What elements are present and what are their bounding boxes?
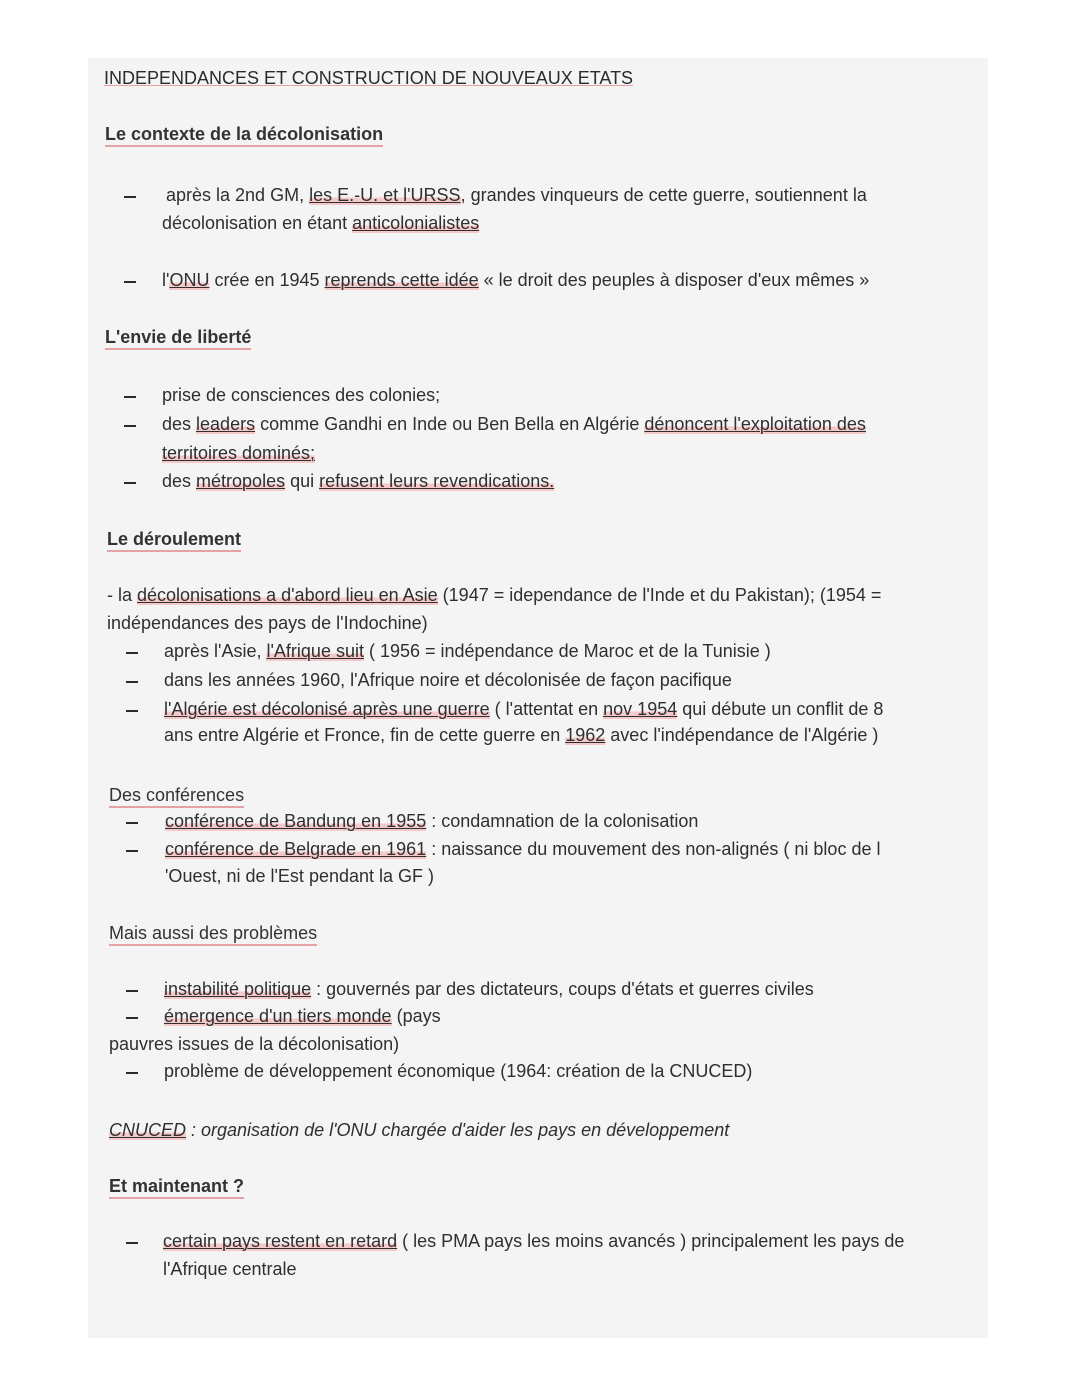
bullet-dash <box>126 1072 138 1074</box>
deroulement-bullet-1: après l'Asie, l'Afrique suit ( 1956 = indépendance de Maroc et de la Tunisie ) <box>164 641 771 661</box>
heading-conferences: Des conférences <box>109 785 244 806</box>
problemes-bullet-2: émergence d'un tiers monde (pays <box>164 1006 441 1026</box>
bullet-dash <box>124 396 136 398</box>
heading-contexte: Le contexte de la décolonisation <box>105 124 383 145</box>
liberte-bullet-2: des leaders comme Gandhi en Inde ou Ben Bella en Algérie dénoncent l'exploitation des <box>162 414 866 434</box>
deroulement-bullet-3: l'Algérie est décolonisé après une guerre ( l'attentat en nov 1954 qui débute un conflit de 8 <box>164 699 884 719</box>
bullet-dash <box>126 652 138 654</box>
conferences-bullet-2-cont: 'Ouest, ni de l'Est pendant la GF ) <box>165 866 435 886</box>
bullet-dash <box>126 710 138 712</box>
bullet-dash <box>126 1017 138 1019</box>
heading-maintenant: Et maintenant ? <box>109 1176 244 1197</box>
liberte-bullet-3: des métropoles qui refusent leurs revendications. <box>162 471 555 491</box>
maintenant-bullet-1-cont: l'Afrique centrale <box>163 1259 297 1279</box>
problemes-bullet-1: instabilité politique : gouvernés par des dictateurs, coups d'états et guerres civiles <box>164 979 814 999</box>
heading-liberte: L'envie de liberté <box>105 327 251 348</box>
bullet-dash <box>126 681 138 683</box>
heading-deroulement: Le déroulement <box>107 529 241 550</box>
document-title: INDEPENDANCES ET CONSTRUCTION DE NOUVEAUX ETATS <box>104 68 634 88</box>
deroulement-intro-cont: indépendances des pays de l'Indochine) <box>107 613 428 633</box>
contexte-bullet-1-cont: décolonisation en étant anticolonialistes <box>162 213 480 233</box>
bullet-dash <box>126 850 138 852</box>
bullet-dash <box>124 196 136 198</box>
maintenant-bullet-1: certain pays restent en retard ( les PMA pays les moins avancés ) principalement les pays de <box>163 1231 905 1251</box>
conferences-bullet-1: conférence de Bandung en 1955 : condamnation de la colonisation <box>165 811 699 831</box>
contexte-bullet-2: l'ONU crée en 1945 reprends cette idée « le droit des peuples à disposer d'eux mêmes » <box>162 270 870 290</box>
conferences-bullet-2: conférence de Belgrade en 1961 : naissance du mouvement des non-alignés ( ni bloc de l <box>165 839 881 859</box>
problemes-bullet-3: problème de développement économique (1964: création de la CNUCED) <box>164 1061 753 1081</box>
liberte-bullet-2-cont: territoires dominés; <box>162 443 316 463</box>
cnuced-definition: CNUCED : organisation de l'ONU chargée d'aider les pays en développement <box>109 1120 730 1140</box>
problemes-continuation: pauvres issues de la décolonisation) <box>109 1034 400 1054</box>
liberte-bullet-1: prise de consciences des colonies; <box>162 385 441 405</box>
bullet-dash <box>124 425 136 427</box>
deroulement-bullet-2: dans les années 1960, l'Afrique noire et décolonisée de façon pacifique <box>164 670 732 690</box>
heading-problemes: Mais aussi des problèmes <box>109 923 317 944</box>
bullet-dash <box>126 822 138 824</box>
bullet-dash <box>126 990 138 992</box>
deroulement-intro: - la décolonisations a d'abord lieu en Asie (1947 = idependance de l'Inde et du Pakistan); (1954 = <box>107 585 882 605</box>
bullet-dash <box>124 281 136 283</box>
deroulement-bullet-3-cont: ans entre Algérie et Fronce, fin de cette guerre en 1962 avec l'indépendance de l'Algérie ) <box>164 725 879 745</box>
contexte-bullet-1: après la 2nd GM, les E.-U. et l'URSS, grandes vinqueurs de cette guerre, soutiennent la <box>166 185 867 205</box>
bullet-dash <box>124 482 136 484</box>
bullet-dash <box>126 1242 138 1244</box>
